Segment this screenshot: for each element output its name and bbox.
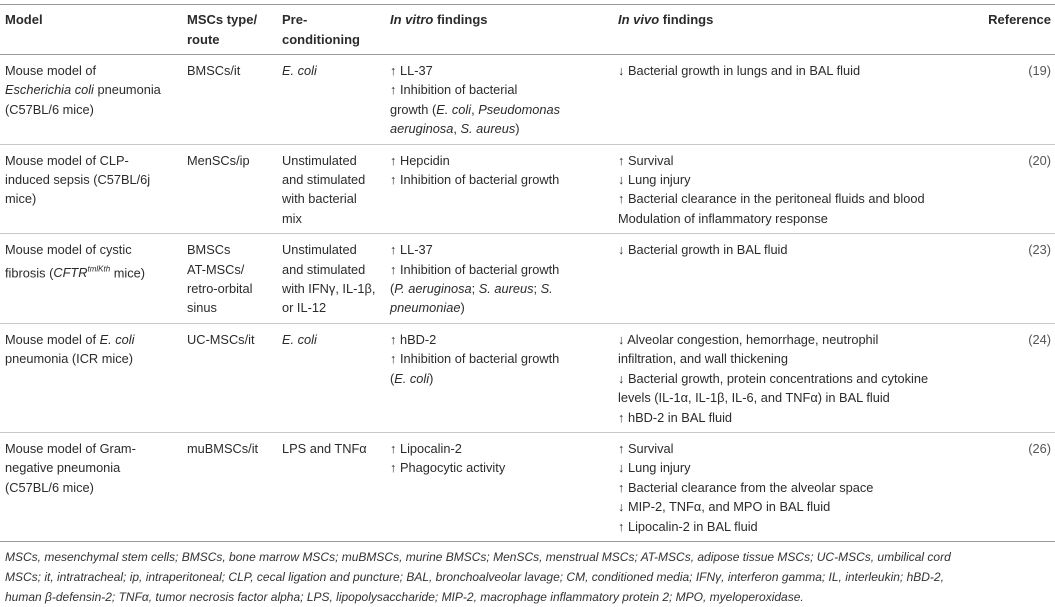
cell-line: Mouse model of cystic (5, 242, 132, 258)
footnote-line: human β-defensin-2; TNFα, tumor necrosis factor alpha; LPS, lipopolysaccharide; MIP-2, macrophage inflammatory protein 2; MPO, myeloperoxidase. (5, 589, 804, 604)
in-vitro-cell (385, 55, 613, 145)
preconditioning-cell (277, 234, 385, 324)
cell-line: ↑ Lipocalin-2 (390, 440, 462, 456)
mscs-route-cell (182, 323, 277, 432)
cell-line: fibrosis ($CFTR^{tmlKth}$ mice) (5, 264, 145, 280)
cell-line: Unstimulated (282, 242, 357, 258)
cell-line: Unstimulated (282, 152, 357, 168)
in-vitro-cell (385, 323, 613, 432)
in-vitro-cell (385, 432, 613, 541)
cell-line: ↑ hBD-2 in BAL fluid (618, 409, 733, 425)
cell-line: ↑ Inhibition of bacterial growth (390, 172, 560, 188)
in-vivo-cell (613, 432, 975, 541)
preconditioning-cell (277, 144, 385, 234)
table-row (0, 323, 1055, 432)
cell-line: Mouse model of (5, 63, 97, 78)
table-row (0, 432, 1055, 541)
cell-line: ↓ Bacterial growth, protein concentrations and cytokine (618, 370, 929, 386)
cell-line: and stimulated (282, 172, 366, 188)
cell-line: mice) (5, 191, 37, 207)
reference-cell: (19) (975, 55, 1055, 145)
cell-line: ↑ Survival (618, 440, 674, 456)
cell-line: ↓ Lung injury (618, 460, 691, 476)
cell-line: growth (E. coli, Pseudomonas (390, 101, 561, 117)
cell-line: ↑ Bacterial clearance from the alveolar space (618, 479, 874, 495)
cell-line: Mouse model of Gram- (5, 440, 136, 456)
cell-line: ↑ hBD-2 (390, 331, 437, 347)
header-in-vitro: In vitro findings (385, 5, 613, 55)
cell-line: ↑ Survival (618, 152, 674, 168)
table-row (0, 234, 1055, 324)
in-vivo-cell (613, 323, 975, 432)
preconditioning-cell (277, 432, 385, 541)
cell-line: Escherichia coli pneumonia (5, 82, 161, 98)
cell-line: E. coli (282, 331, 317, 347)
model-cell (0, 234, 182, 324)
cell-line: (E. coli) (390, 370, 434, 386)
header-mscs: MSCs type/ route (182, 5, 277, 55)
cell-line: ↑ Bacterial clearance in the peritoneal fluids and blood (618, 191, 925, 207)
in-vivo-cell (613, 55, 975, 145)
model-cell (0, 144, 182, 234)
table-row (0, 144, 1055, 234)
cell-line: ↑ Lipocalin-2 in BAL fluid (618, 518, 758, 534)
cell-line: ↑ Inhibition of bacterial (390, 82, 518, 98)
cell-line: ↑ Phagocytic activity (390, 460, 506, 476)
cell-line: ↓ Bacterial growth in lungs and in BAL fluid (618, 63, 861, 78)
header-reference: Reference (975, 5, 1055, 55)
model-cell (0, 55, 182, 145)
cell-line: induced sepsis (C57BL/6j (5, 172, 151, 188)
reference-cell: (23) (975, 234, 1055, 324)
cell-line: ↓ Lung injury (618, 172, 691, 188)
cell-line: retro-orbital (187, 281, 253, 297)
cell-line: ↑ LL-37 (390, 242, 433, 258)
cell-line: and stimulated (282, 261, 366, 277)
cell-line: Modulation of inflammatory response (618, 210, 828, 226)
header-model: Model (0, 5, 182, 55)
reference-cell: (26) (975, 432, 1055, 541)
header-in-vivo: In vivo findings (613, 5, 975, 55)
header-preconditioning: Pre- conditioning (277, 5, 385, 55)
cell-line: with IFNγ, IL-1β, (282, 281, 376, 297)
table-footnote (0, 542, 1055, 607)
reference-cell: (24) (975, 323, 1055, 432)
cell-line: ↑ Inhibition of bacterial growth (390, 261, 560, 277)
cell-line: muBMSCs/it (187, 440, 259, 456)
cell-line: (P. aeruginosa; S. aureus; S. (390, 281, 553, 297)
cell-line: pneumonia (ICR mice) (5, 351, 134, 367)
cell-line: BMSCs/it (187, 63, 241, 78)
cell-line: Mouse model of E. coli (5, 331, 135, 347)
mscs-route-cell (182, 144, 277, 234)
in-vivo-cell (613, 234, 975, 324)
cell-line: with bacterial (282, 191, 357, 207)
cell-line: LPS and TNFα (282, 440, 367, 456)
cell-line: ↑ Hepcidin (390, 152, 450, 168)
findings-table (0, 4, 1055, 542)
cell-line: ↓ Bacterial growth in BAL fluid (618, 242, 788, 258)
cell-line: BMSCs (187, 242, 231, 258)
cell-line: sinus (187, 300, 217, 316)
mscs-route-cell (182, 432, 277, 541)
cell-line: ↓ MIP-2, TNFα, and MPO in BAL fluid (618, 499, 831, 515)
cell-line: MenSCs/ip (187, 152, 250, 168)
cell-line: (C57BL/6 mice) (5, 479, 94, 495)
cell-line: pneumoniae) (390, 300, 465, 316)
cell-line: ↓ Alveolar congestion, hemorrhage, neutrophil (618, 331, 879, 347)
reference-cell: (20) (975, 144, 1055, 234)
cell-line: (C57BL/6 mice) (5, 101, 94, 117)
cell-line: infiltration, and wall thickening (618, 351, 789, 367)
in-vitro-cell (385, 144, 613, 234)
cell-line: UC-MSCs/it (187, 331, 255, 347)
cell-line: ↑ LL-37 (390, 63, 433, 78)
in-vitro-cell (385, 234, 613, 324)
cell-line: or IL-12 (282, 300, 327, 316)
cell-line: E. coli (282, 63, 317, 78)
in-vivo-cell (613, 144, 975, 234)
cell-line: mix (282, 210, 302, 226)
header-row (0, 5, 1055, 55)
mscs-route-cell (182, 55, 277, 145)
preconditioning-cell (277, 55, 385, 145)
model-cell (0, 432, 182, 541)
cell-line: Mouse model of CLP- (5, 152, 129, 168)
preconditioning-cell (277, 323, 385, 432)
cell-line: negative pneumonia (5, 460, 121, 476)
cell-line: levels (IL-1α, IL-1β, IL-6, and TNFα) in BAL fluid (618, 390, 890, 406)
cell-line: ↑ Inhibition of bacterial growth (390, 351, 560, 367)
cell-line: aeruginosa, S. aureus) (390, 121, 520, 137)
mscs-route-cell (182, 234, 277, 324)
cell-line: AT-MSCs/ (187, 261, 245, 277)
footnote-line: MSCs; it, intratracheal; ip, intraperitoneal; CLP, cecal ligation and puncture; BAL, bronchoalveolar lavage; CM, conditioned media; IFNγ, interferon gamma; IL, interleukin; hBD-2, (5, 569, 944, 584)
footnote-line: MSCs, mesenchymal stem cells; BMSCs, bone marrow MSCs; muBMSCs, murine BMSCs; MenSCs, menstrual MSCs; AT-MSCs, adipose tissue MSCs; UC-MSCs, umbilical cord (5, 549, 951, 564)
table-row (0, 55, 1055, 145)
model-cell (0, 323, 182, 432)
